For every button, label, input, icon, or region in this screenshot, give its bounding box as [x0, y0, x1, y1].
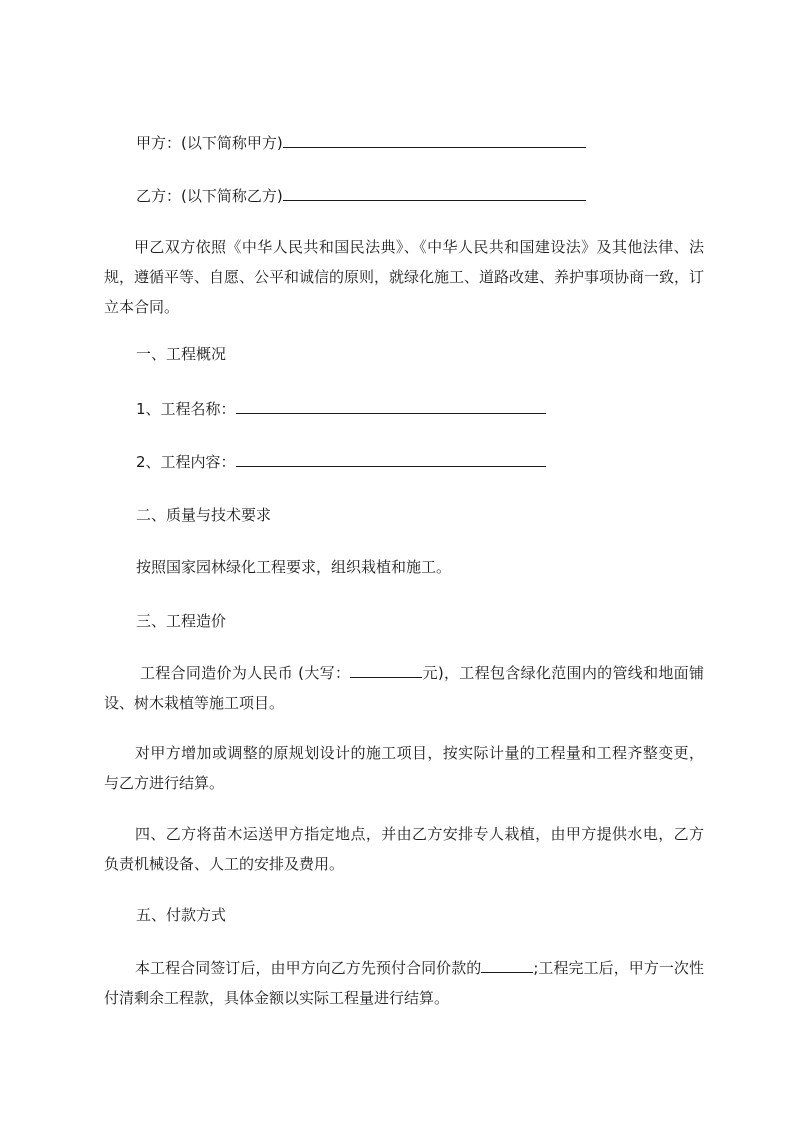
- party-a-blank[interactable]: [283, 132, 586, 148]
- project-content-blank[interactable]: [236, 451, 546, 467]
- party-b-label: 乙方：(以下简称乙方): [136, 187, 283, 205]
- party-b-line: [104, 185, 704, 206]
- section2-heading: [104, 505, 704, 525]
- project-name-label: 1、工程名称：: [136, 400, 236, 418]
- payment-text-1: 本工程合同签订后，由甲方向乙方先预付合同价款的: [135, 959, 482, 977]
- payment-text-2: ;工程完工后，甲方一次性付清剩余工程款，具体金额以实际工程量进行结算。: [104, 959, 704, 1007]
- section2-text: 按照国家园林绿化工程要求，组织栽植和施工。: [136, 558, 452, 576]
- section5-title: 五、付款方式: [136, 906, 227, 924]
- price-text-2: 元)，工程包含绿化范围内的管线和地面铺设、树木栽植等施工项目。: [104, 664, 704, 712]
- party-b-blank[interactable]: [283, 185, 586, 201]
- payment-paragraph: [104, 953, 704, 1013]
- section3-title: 三、工程造价: [136, 612, 227, 630]
- section4-paragraph: 四、乙方将苗木运送甲方指定地点，并由乙方安排专人栽植，由甲方提供水电，乙方负责机械设备、人工的安排及费用。: [104, 825, 704, 873]
- payment-blank[interactable]: [481, 957, 533, 973]
- price-paragraph: [104, 658, 704, 718]
- party-a-line: [104, 132, 704, 153]
- section2-text-line: [104, 557, 704, 577]
- intro-paragraph: 甲乙双方依照《中华人民共和国民法典》、《中华人民共和国建设法》及其他法律、法规，遵循平等、自愿、公平和诚信的原则，就绿化施工、道路改建、养护事项协商一致，订立本合同。: [104, 238, 705, 316]
- section1-title: 一、工程概况: [136, 345, 227, 363]
- project-content-line: [104, 451, 704, 472]
- party-a-label: 甲方：(以下简称甲方): [136, 134, 283, 152]
- section2-title: 二、质量与技术要求: [136, 506, 272, 524]
- section1-heading: [104, 344, 704, 364]
- section5-heading: [104, 905, 704, 925]
- project-content-label: 2、工程内容：: [136, 453, 236, 471]
- price-text-1: 工程合同造价为人民币 (大写：: [140, 664, 351, 682]
- section3-heading: [104, 611, 704, 631]
- project-name-blank[interactable]: [236, 398, 546, 414]
- project-name-line: [104, 398, 704, 419]
- adjust-paragraph: 对甲方增加或调整的原规划设计的施工项目，按实际计量的工程量和工程齐整变更，与乙方进行结算。: [104, 744, 704, 792]
- price-blank[interactable]: [350, 662, 422, 678]
